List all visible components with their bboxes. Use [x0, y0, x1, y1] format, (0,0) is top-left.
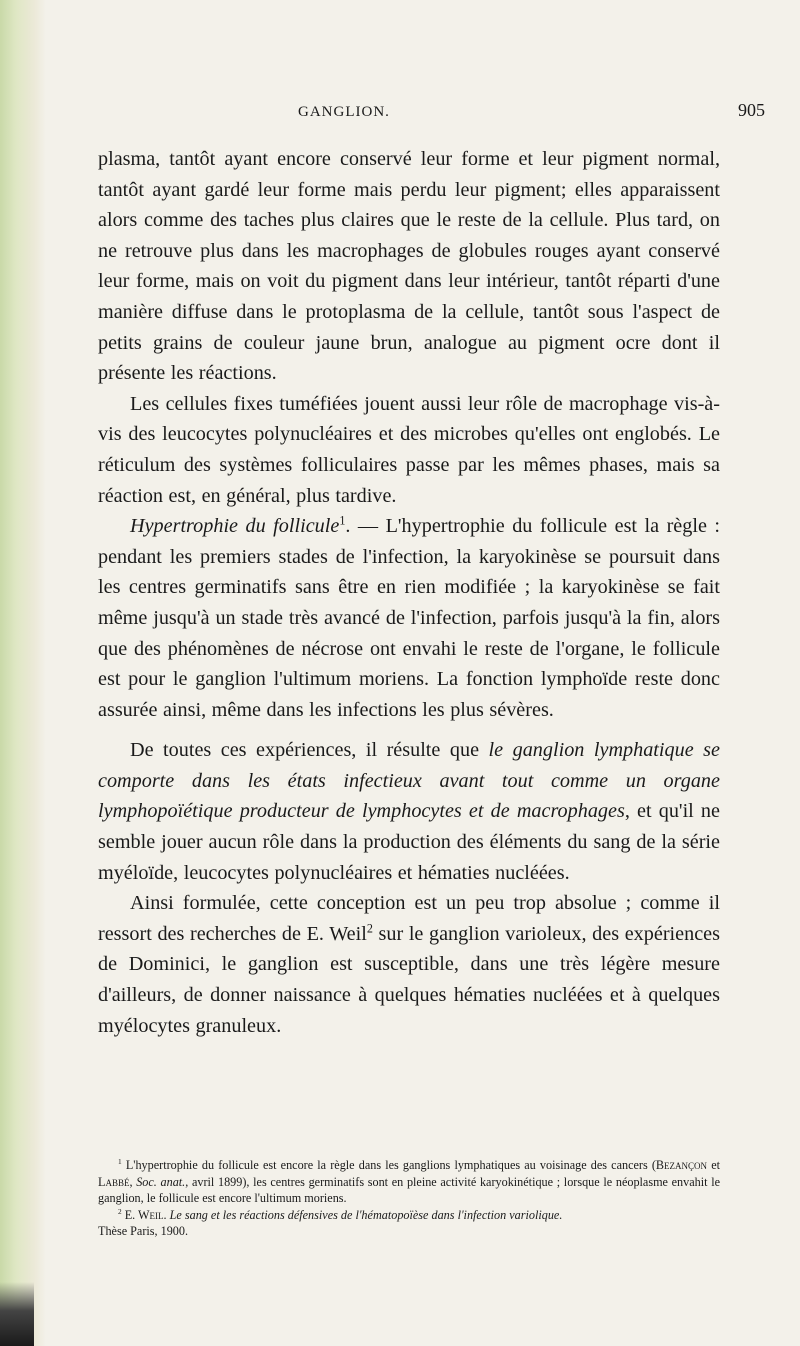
paragraph-1: plasma, tantôt ayant encore conservé leur forme et leur pigment normal, tantôt ayant gardé leur forme mais perdu leur pigment; elles apparaissent alors comme des taches plus claires que le reste de la cellule. Plus tard, on ne retrouve plus dans les macrophages de globules rouges ayant conservé leur forme, mais on voit du pigment dans leur intérieur, tantôt réparti d'une manière diffuse dans le protoplasma de la cellule, tantôt sous l'aspect de petits grains de couleur jaune brun, analogue au pigment ocre dont il présente les réactions. — [98, 148, 720, 385]
footnote-1-text-d: , avril 1899), les centres germinatifs sont en pleine activité karyokinétique ; lorsque le néoplasme envahit le ganglion, le follicule est encore l'ultimum moriens. — [98, 1174, 721, 1206]
paragraph-3-text: . — L'hypertrophie du follicule est la règle : pendant les premiers stades de l'infection, la karyokinèse se poursuit dans les centres germinatifs sans être en rien modifiée ; la karyokinèse se fait même jusqu'à un stade très avancé de l'infection, parfois jusqu'à la fin, alors que des phénomènes de nécrose ont envahi le reste de l'organe, le follicule est pour le ganglion l'ultimum moriens. La fonction lymphoïde reste donc assurée ainsi, même dans les infections les plus sévères. — [98, 515, 721, 721]
page-number: 905 — [738, 100, 765, 120]
paragraph-5-lead: Ainsi formulée, cette conception est un peu trop absolue ; comme il ressort des recherches de E. Weil — [98, 892, 720, 945]
paragraph-4 — [98, 735, 720, 888]
footnote-ref-1: 1 — [339, 513, 346, 528]
footnote-1 — [98, 1157, 720, 1207]
footnote-1-author-2: Labbé — [98, 1174, 130, 1189]
binding-shadow — [0, 1282, 34, 1346]
paragraph-5 — [98, 888, 720, 1041]
footnote-2-author: E. Weil. — [124, 1207, 167, 1222]
paragraph-4-conclusion: le ganglion lymphatique se comporte dans les états infectieux avant tout comme un organe lymphopoïétique producteur de lymphocytes et de macrophages — [98, 739, 720, 823]
paragraph-5-tail: sur le ganglion varioleux, des expériences de Dominici, le ganglion est susceptible, dans une très légère mesure d'ailleurs, de donner naissance à quelques hématies nucléées et à quelques myélocytes granuleux. — [98, 922, 720, 1037]
running-head: GANGLION. — [298, 104, 390, 120]
paragraph-4-lead: De toutes ces expériences, il résulte que — [130, 739, 489, 762]
footnote-2 — [98, 1207, 720, 1240]
footnotes — [98, 1157, 720, 1240]
footnote-ref-2: 2 — [366, 921, 373, 936]
paragraph-4-tail: , et qu'il ne semble jouer aucun rôle dans la production des éléments du sang de la série myéloïde, leucocytes polynucléaires et hématies nucléées. — [98, 800, 720, 884]
footnote-1-journal: Soc. anat. — [136, 1174, 186, 1189]
body-text — [98, 144, 720, 1041]
footnote-1-text-b: et — [707, 1158, 721, 1172]
footnote-2-number: 2 — [118, 1206, 122, 1216]
paragraph-2: Les cellules fixes tuméfiées jouent aussi leur rôle de macrophage vis-à-vis des leucocytes polynucléaires et des microbes qu'elles ont englobés. Le réticulum des systèmes folliculaires passe par les mêmes phases, mais sa réaction est, en général, plus tardive. — [98, 392, 720, 507]
footnote-1-number: 1 — [118, 1156, 122, 1166]
page-binding-edge — [0, 0, 46, 1346]
footnote-1-text-a: L'hypertrophie du follicule est encore la règle dans les ganglions lymphatiques au voisinage des cancers ( — [125, 1158, 656, 1172]
section-title-hypertrophie: Hypertrophie du follicule — [130, 515, 340, 538]
footnote-2-thesis: Thèse Paris, 1900. — [98, 1224, 189, 1239]
paragraph-3 — [98, 511, 720, 725]
footnote-2-title: Le sang et les réactions défensives de l'hématopoïèse dans l'infection variolique. — [169, 1207, 563, 1222]
footnote-1-author-1: Bezançon — [655, 1158, 708, 1172]
footnote-1-text-c: , — [129, 1174, 137, 1189]
